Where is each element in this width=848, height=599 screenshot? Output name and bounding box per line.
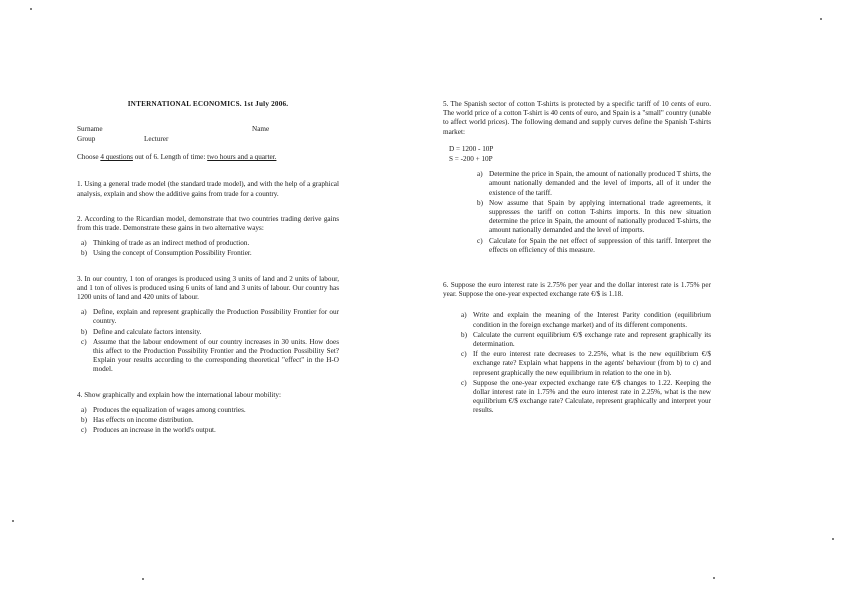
list-item: b) Now assume that Spain by applying international trade agreements, it suppresses the tariff on cotton T-shirts imports. In this new situation determine the price in Spain, the amount of nationally produced T-shirts, the amount nationally demanded and the level of imports. bbox=[477, 198, 711, 235]
left-column bbox=[77, 100, 339, 451]
name-label: Name bbox=[252, 125, 270, 134]
list-item: b) Has effects on income distribution. bbox=[81, 416, 194, 425]
question-2-items bbox=[77, 239, 339, 258]
question-count: 4 questions bbox=[100, 153, 133, 162]
question-2 bbox=[77, 215, 339, 259]
list-item: a) Thinking of trade as an indirect method of production. bbox=[81, 239, 250, 248]
equations bbox=[449, 145, 711, 164]
surname-label: Surname bbox=[77, 125, 103, 134]
exam-title: INTERNATIONAL ECONOMICS. 1st July 2006. bbox=[127, 100, 289, 108]
right-column bbox=[443, 100, 711, 432]
list-item: c) Produces an increase in the world's output. bbox=[81, 426, 216, 435]
question-5-text: 5. The Spanish sector of cotton T-shirts is protected by a specific tariff of 10 cents of euro. The world price of a cotton T-shirt is 40 cents of euro, and Spain is a "small" country (unable to affect world prices). The following demand and supply curves define the Spanish T-shirts market: bbox=[443, 100, 711, 136]
list-item: b) Define and calculate factors intensity. bbox=[81, 327, 202, 336]
question-3 bbox=[77, 275, 339, 375]
question-3-text: 3. In our country, 1 ton of oranges is produced using 3 units of land and 2 units of labour, and 1 ton of olives is produced using 6 units of land and 3 units of labour. Our country has 1200 units of land and 420 units of labour. bbox=[77, 274, 339, 302]
question-4 bbox=[77, 391, 339, 436]
duration: two hours and a quarter. bbox=[207, 153, 277, 162]
supply-equation: S = -200 + 10P bbox=[449, 155, 493, 164]
group-label: Group bbox=[77, 135, 96, 144]
scan-speck bbox=[30, 8, 32, 10]
student-header bbox=[77, 125, 339, 145]
demand-equation: D = 1200 - 10P bbox=[449, 144, 494, 153]
list-item: b) Calculate the current equilibrium €/$ exchange rate and represent graphically its determination. bbox=[461, 330, 711, 349]
list-item: a) Write and explain the meaning of the Interest Parity condition (equilibrium condition in the foreign exchange market) and of its different components. bbox=[461, 311, 711, 329]
list-item: c) Calculate for Spain the net effect of suppression of this tariff. Interpret the effects on efficiency of this measure. bbox=[477, 236, 711, 254]
list-item: c) Suppose the one-year expected exchange rate €/$ changes to 1.22. Keeping the dollar interest rate in 1.75% and the euro interest rate in 2.25%, what is the new equilibrium €/$ exchange rate? Calculate, represent graphically and interpret your results. bbox=[461, 378, 711, 415]
list-item: a) Produces the equalization of wages among countries. bbox=[81, 405, 246, 414]
question-6-items bbox=[457, 311, 711, 415]
question-4-items bbox=[77, 406, 339, 436]
question-5-items bbox=[473, 170, 711, 255]
list-item: b) Using the concept of Consumption Possibility Frontier. bbox=[81, 249, 252, 258]
instructions: Choose 4 questions out of 6. Length of time: two hours and a quarter. bbox=[77, 153, 277, 162]
question-6-text: 6. Suppose the euro interest rate is 2.75% per year and the dollar interest rate is 1.75% per year. Suppose the one-year expected exchange rate €/$ is 1.18. bbox=[443, 281, 711, 299]
list-item: a) Determine the price in Spain, the amount of nationally produced T shirts, the amount nationally demanded and the level of imports, all of it under the existence of the tariff. bbox=[477, 170, 711, 197]
lecturer-label: Lecturer bbox=[144, 135, 169, 144]
list-item: c) Assume that the labour endowment of our country increases in 30 units. How does this affect to the Production Possibility Frontier and the Production Possibility Set? Explain your results according to the corresponding theoretical "effect" in the H-O model. bbox=[81, 337, 339, 374]
scan-speck bbox=[820, 18, 822, 20]
scan-speck bbox=[12, 520, 14, 522]
question-1-text: 1. Using a general trade model (the standard trade model), and with the help of a graphical analysis, explain and show the additive gains from trade for a country. bbox=[77, 180, 339, 198]
question-3-items bbox=[77, 308, 339, 374]
question-1 bbox=[77, 180, 339, 198]
scan-speck bbox=[142, 578, 144, 580]
scan-speck bbox=[713, 577, 715, 579]
question-2-text: 2. According to the Ricardian model, demonstrate that two countries trading derive gains from this trade. Demonstrate these gains in two alternative ways: bbox=[77, 214, 339, 233]
scan-speck bbox=[832, 538, 834, 540]
question-4-text: 4. Show graphically and explain how the international labour mobility: bbox=[77, 390, 282, 399]
list-item: a) Define, explain and represent graphically the Production Possibility Frontier for our country. bbox=[81, 308, 339, 326]
question-6 bbox=[443, 281, 711, 416]
list-item: c) If the euro interest rate decreases to 2.25%, what is the new equilibrium €/$ exchange rate? Explain what happens in the agents' behaviour (from b) to c) and represent graphically the new equilibrium in relation to the one in b). bbox=[461, 350, 711, 377]
question-5 bbox=[443, 100, 711, 255]
